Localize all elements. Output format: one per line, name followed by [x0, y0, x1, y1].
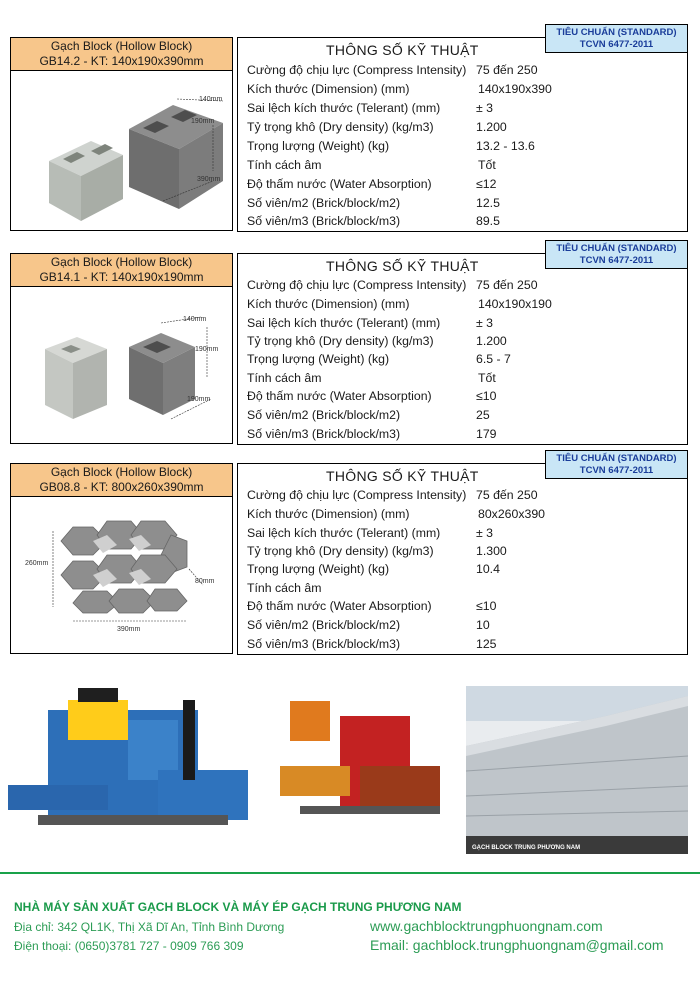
spec-label: Số viên/m3 (Brick/block/m3): [247, 427, 401, 441]
block-technical-drawing: [129, 316, 219, 419]
spec-value: 1.300: [476, 544, 507, 558]
spec-label: Trọng lượng (Weight) (kg): [247, 352, 390, 366]
block-stack-photo: [466, 686, 688, 854]
spec-label: Tỷ trọng khô (Dry density) (kg/m3): [247, 120, 434, 134]
spec-value: ± 3: [476, 101, 494, 115]
spec-label: Trọng lượng (Weight) (kg): [247, 139, 390, 153]
spec-value: 10.4: [476, 562, 500, 576]
photo-caption: GẠCH BLOCK TRUNG PHƯƠNG NAM: [472, 845, 581, 851]
spec-value: 80x260x390: [478, 507, 546, 521]
product-image-panel: [10, 497, 233, 654]
spec-title: THÔNG SỐ KỸ THUẬT: [326, 468, 479, 484]
spec-value: 75 đến 250: [476, 488, 538, 502]
spec-value: 6.5 - 7: [476, 352, 511, 366]
standard-line2: TCVN 6477-2011: [579, 465, 654, 476]
spec-label: Số viên/m2 (Brick/block/m2): [247, 618, 401, 632]
spec-table: [237, 253, 688, 445]
spec-label: Kích thước (Dimension) (mm): [247, 507, 410, 521]
product-name: Gạch Block (Hollow Block): [50, 255, 193, 269]
dim-label-1: 260mm: [25, 560, 49, 567]
spec-value: 75 đến 250: [476, 63, 538, 77]
spec-label: Sai lệch kích thước (Telerant) (mm): [247, 316, 441, 330]
footer-email-link[interactable]: Email: gachblock.trungphuongnam@gmail.com: [370, 937, 664, 953]
product-code: GB14.2 - KT: 140x190x390mm: [39, 54, 204, 68]
spec-value: 1.200: [476, 334, 507, 348]
standard-line2: TCVN 6477-2011: [579, 39, 654, 50]
dim-label-3: 190mm: [187, 396, 211, 403]
spec-label: Cường độ chịu lực (Compress Intensity): [247, 278, 467, 292]
spec-label: Tính cách âm: [247, 371, 322, 385]
block-technical-drawing: [129, 96, 223, 209]
product-name: Gạch Block (Hollow Block): [50, 465, 193, 479]
spec-value: 89.5: [476, 214, 500, 228]
spec-label: Tỷ trọng khô (Dry density) (kg/m3): [247, 334, 434, 348]
spec-value: 140x190x390: [478, 82, 552, 96]
spec-value: Tốt: [478, 158, 496, 172]
footer-company: NHÀ MÁY SẢN XUẤT GẠCH BLOCK VÀ MÁY ÉP GẠCH TRUNG PHƯƠNG NAM: [14, 900, 462, 914]
spec-label: Độ thấm nước (Water Absorption): [247, 599, 432, 613]
standard-badge: [545, 240, 688, 269]
product-code: GB14.1 - KT: 140x190x190mm: [39, 270, 204, 284]
spec-label: Sai lệch kích thước (Telerant) (mm): [247, 101, 441, 115]
standard-line1: TIÊU CHUẨN (STANDARD): [556, 243, 677, 254]
spec-label: Số viên/m3 (Brick/block/m3): [247, 637, 401, 651]
spec-label: Số viên/m2 (Brick/block/m2): [247, 196, 401, 210]
grass-paver-illustration: [11, 497, 232, 652]
block-photo: [45, 337, 107, 419]
standard-badge: [545, 24, 688, 53]
spec-title: THÔNG SỐ KỸ THUẬT: [326, 258, 479, 274]
spec-label: Cường độ chịu lực (Compress Intensity): [247, 488, 467, 502]
spec-label: Kích thước (Dimension) (mm): [247, 297, 410, 311]
spec-title: THÔNG SỐ KỸ THUẬT: [326, 42, 479, 58]
product-label: [10, 37, 233, 71]
dim-label-3: 390mm: [197, 176, 221, 183]
product-name: Gạch Block (Hollow Block): [50, 39, 193, 53]
product-label: [10, 253, 233, 287]
spec-value: Tốt: [478, 371, 496, 385]
spec-value: ± 3: [476, 526, 494, 540]
dim-label-1: 140mm: [183, 316, 207, 323]
footer-phone: Điện thoại: (0650)3781 727 - 0909 766 309: [14, 939, 244, 953]
spec-value: ≤10: [476, 389, 497, 403]
spec-value: 140x190x190: [478, 297, 552, 311]
product-image-panel: [10, 71, 233, 231]
spec-table: [237, 463, 688, 655]
product-code: GB08.8 - KT: 800x260x390mm: [39, 480, 204, 494]
spec-label: Trọng lượng (Weight) (kg): [247, 562, 390, 576]
spec-label: Số viên/m3 (Brick/block/m3): [247, 214, 401, 228]
dim-label-3: 390mm: [117, 626, 141, 633]
spec-value: 25: [476, 408, 490, 422]
spec-label: Sai lệch kích thước (Telerant) (mm): [247, 526, 441, 540]
spec-label: Tỷ trọng khô (Dry density) (kg/m3): [247, 544, 434, 558]
spec-label: Số viên/m2 (Brick/block/m2): [247, 408, 401, 422]
standard-line1: TIÊU CHUẨN (STANDARD): [556, 27, 677, 38]
spec-value: 13.2 - 13.6: [476, 139, 535, 153]
spec-value: ± 3: [476, 316, 494, 330]
dim-label-2: 190mm: [191, 118, 215, 125]
spec-table: [237, 37, 688, 232]
spec-value: ≤10: [476, 599, 497, 613]
hollow-block-illustration: [11, 71, 232, 229]
hollow-block-illustration: [11, 287, 232, 442]
spec-label: Tính cách âm: [247, 581, 322, 595]
spec-value: 12.5: [476, 196, 500, 210]
spec-label: Cường độ chịu lực (Compress Intensity): [247, 63, 467, 77]
spec-value: 179: [476, 427, 497, 441]
spec-value: ≤12: [476, 177, 497, 191]
dim-label-2: 80mm: [195, 578, 215, 585]
product-image-panel: [10, 287, 233, 444]
paver-drawing: [61, 521, 187, 613]
spec-value: 10: [476, 618, 490, 632]
spec-label: Kích thước (Dimension) (mm): [247, 82, 410, 96]
block-machine-photo-blue: [8, 680, 260, 840]
block-photo: [49, 141, 123, 221]
spec-value: 75 đến 250: [476, 278, 538, 292]
spec-value: 1.200: [476, 120, 507, 134]
standard-line2: TCVN 6477-2011: [579, 255, 654, 266]
footer-address: Địa chỉ: 342 QL1K, Thị Xã Dĩ An, Tỉnh Bình Dương: [14, 920, 285, 934]
spec-value: 125: [476, 637, 497, 651]
spec-label: Tính cách âm: [247, 158, 322, 172]
spec-label: Độ thấm nước (Water Absorption): [247, 177, 432, 191]
standard-badge: [545, 450, 688, 479]
footer-divider: [0, 872, 700, 874]
dim-label-1: 140mm: [199, 96, 223, 103]
product-label: [10, 463, 233, 497]
footer-website-link[interactable]: www.gachblocktrungphuongnam.com: [370, 918, 603, 934]
block-machine-photo-red: [270, 686, 450, 840]
dim-label-2: 190mm: [195, 346, 219, 353]
spec-label: Độ thấm nước (Water Absorption): [247, 389, 432, 403]
standard-line1: TIÊU CHUẨN (STANDARD): [556, 453, 677, 464]
